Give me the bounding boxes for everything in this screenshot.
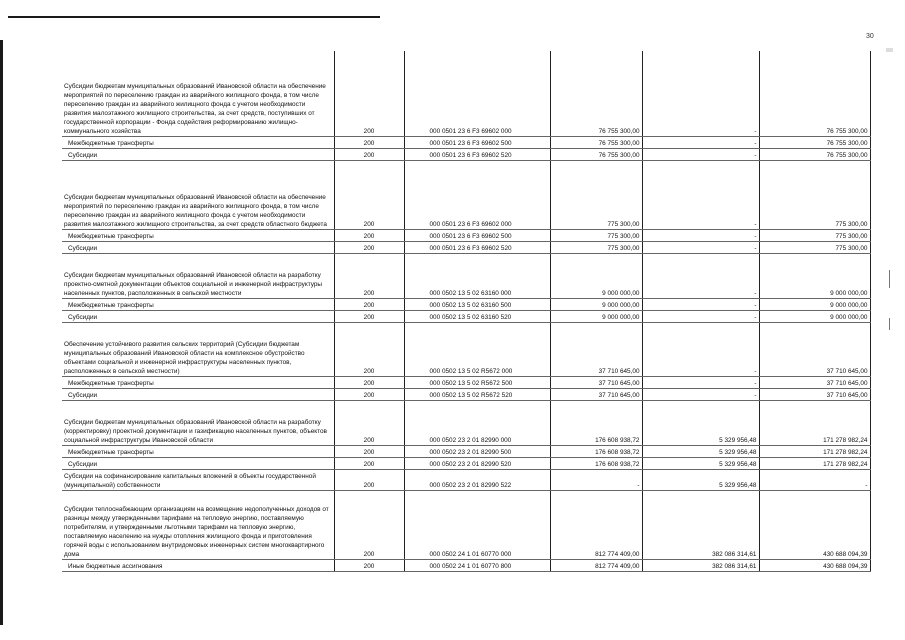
row-approved: 37 710 645,00 <box>550 388 642 400</box>
row-approved: 176 608 938,72 <box>550 445 642 457</box>
row-code: 200 <box>334 559 404 571</box>
row-kbk: 000 0502 23 2 01 82990 520 <box>404 457 550 469</box>
row-kbk: 000 0502 13 5 02 R5672 000 <box>404 322 550 376</box>
row-unexecuted: - <box>759 469 870 490</box>
row-unexecuted: 775 300,00 <box>759 229 870 241</box>
row-unexecuted: 9 000 000,00 <box>759 310 870 322</box>
row-code: 200 <box>334 388 404 400</box>
row-kbk: 000 0501 23 6 F3 69602 500 <box>404 136 550 148</box>
table-row <box>62 388 870 400</box>
row-kbk: 000 0501 23 6 F3 69602 000 <box>404 160 550 229</box>
scan-left-edge <box>0 40 3 625</box>
row-executed: - <box>642 376 759 388</box>
row-name: Межбюджетные трансферты <box>62 376 334 388</box>
table-row <box>62 469 870 490</box>
scan-margin-mark <box>889 318 890 330</box>
row-approved: 176 608 938,72 <box>550 400 642 445</box>
row-executed: - <box>642 229 759 241</box>
row-executed: - <box>642 241 759 253</box>
row-approved: 37 710 645,00 <box>550 376 642 388</box>
row-approved: 76 755 300,00 <box>550 51 642 136</box>
row-executed: 382 086 314,61 <box>642 490 759 559</box>
page-number: 30 <box>866 33 874 40</box>
row-unexecuted: 171 278 982,24 <box>759 457 870 469</box>
row-approved: 775 300,00 <box>550 229 642 241</box>
row-kbk: 000 0501 23 6 F3 69602 000 <box>404 51 550 136</box>
table-row <box>62 136 870 148</box>
row-code: 200 <box>334 469 404 490</box>
row-code: 200 <box>334 241 404 253</box>
row-executed: - <box>642 160 759 229</box>
row-code: 200 <box>334 490 404 559</box>
table-row <box>62 160 870 229</box>
row-approved: 9 000 000,00 <box>550 298 642 310</box>
table-row <box>62 457 870 469</box>
row-code: 200 <box>334 322 404 376</box>
row-code: 200 <box>334 445 404 457</box>
row-executed: - <box>642 388 759 400</box>
row-approved: 812 774 409,00 <box>550 490 642 559</box>
row-code: 200 <box>334 310 404 322</box>
row-unexecuted: 171 278 982,24 <box>759 400 870 445</box>
table-row <box>62 310 870 322</box>
table-row <box>62 298 870 310</box>
row-unexecuted: 76 755 300,00 <box>759 136 870 148</box>
row-kbk: 000 0502 24 1 01 60770 800 <box>404 559 550 571</box>
row-kbk: 000 0502 23 2 01 82990 522 <box>404 469 550 490</box>
row-name: Иные бюджетные ассигнования <box>62 559 334 571</box>
row-executed: - <box>642 310 759 322</box>
row-kbk: 000 0501 23 6 F3 69602 520 <box>404 241 550 253</box>
row-code: 200 <box>334 136 404 148</box>
row-name: Субсидии бюджетам муниципальных образований Ивановской области на разработку проектно-сметной документации объектов социальной и инженерной инфраструктуры населенных пунктов, расположенных в сельской местности <box>62 253 334 298</box>
row-kbk: 000 0502 24 1 01 60770 000 <box>404 490 550 559</box>
row-code: 200 <box>334 229 404 241</box>
row-code: 200 <box>334 253 404 298</box>
row-name: Обеспечение устойчивого развития сельских территорий (Субсидии бюджетам муниципальных образований Ивановской области на комплексное обустройство объектами социальной и инженерной инфраструктуры населенных пунктов, расположенных в сельской местности) <box>62 322 334 376</box>
row-name: Межбюджетные трансферты <box>62 136 334 148</box>
row-executed: 5 329 956,48 <box>642 469 759 490</box>
row-executed: - <box>642 298 759 310</box>
row-unexecuted: 775 300,00 <box>759 160 870 229</box>
row-kbk: 000 0502 23 2 01 82990 000 <box>404 400 550 445</box>
row-approved: 9 000 000,00 <box>550 310 642 322</box>
row-kbk: 000 0502 13 5 02 R5672 500 <box>404 376 550 388</box>
row-unexecuted: 775 300,00 <box>759 241 870 253</box>
row-kbk: 000 0501 23 6 F3 69602 520 <box>404 148 550 160</box>
table-row <box>62 51 870 136</box>
row-name: Субсидии <box>62 241 334 253</box>
row-approved: 76 755 300,00 <box>550 148 642 160</box>
row-kbk: 000 0502 13 5 02 R5672 520 <box>404 388 550 400</box>
row-unexecuted: 37 710 645,00 <box>759 388 870 400</box>
row-approved: 76 755 300,00 <box>550 136 642 148</box>
row-approved: - <box>550 469 642 490</box>
row-unexecuted: 430 688 094,39 <box>759 490 870 559</box>
row-unexecuted: 37 710 645,00 <box>759 322 870 376</box>
expenditure-table <box>62 51 871 572</box>
row-executed: 5 329 956,48 <box>642 457 759 469</box>
row-name: Субсидии бюджетам муниципальных образований Ивановской области на обеспечение мероприятий по переселению граждан из аварийного жилищного фонда, в том числе переселению граждан из аварийного жилищного фонда с учетом необходимости развития малоэтажного жилищного строительства, за счет средств, поступивших от государственной корпорации - Фонда содействия реформированию жилищно-коммунального хозяйства <box>62 51 334 136</box>
row-approved: 9 000 000,00 <box>550 253 642 298</box>
row-unexecuted: 9 000 000,00 <box>759 253 870 298</box>
row-unexecuted: 171 278 982,24 <box>759 445 870 457</box>
table-row <box>62 241 870 253</box>
table-row <box>62 559 870 571</box>
row-approved: 37 710 645,00 <box>550 322 642 376</box>
row-kbk: 000 0502 13 5 02 63160 000 <box>404 253 550 298</box>
row-unexecuted: 76 755 300,00 <box>759 51 870 136</box>
row-code: 200 <box>334 148 404 160</box>
row-name: Субсидии теплоснабжающим организациям на возмещение недополученных доходов от разницы между утвержденными тарифами на тепловую энергию, поставляемую потребителям, и утвержденными льготными тарифами на тепловую энергию, поставляемую населению на нужды отопления жилищного фонда и приготовления горячей воды с использованием внутридомовых инженерных систем многоквартирного дома <box>62 490 334 559</box>
row-unexecuted: 430 688 094,39 <box>759 559 870 571</box>
row-executed: - <box>642 322 759 376</box>
top-rule <box>8 16 380 18</box>
row-approved: 775 300,00 <box>550 160 642 229</box>
row-approved: 775 300,00 <box>550 241 642 253</box>
row-name: Субсидии на софинансирование капитальных вложений в объекты государственной (муниципальной) собственности <box>62 469 334 490</box>
scan-smudge <box>886 48 893 52</box>
row-unexecuted: 76 755 300,00 <box>759 148 870 160</box>
row-unexecuted: 9 000 000,00 <box>759 298 870 310</box>
row-executed: - <box>642 51 759 136</box>
row-name: Субсидии бюджетам муниципальных образований Ивановской области на разработку (корректировку) проектной документации и газификацию населенных пунктов, объектов социальной инфраструктуры Ивановской области <box>62 400 334 445</box>
row-name: Межбюджетные трансферты <box>62 229 334 241</box>
row-name: Субсидии <box>62 310 334 322</box>
table-row <box>62 229 870 241</box>
row-kbk: 000 0502 13 5 02 63160 520 <box>404 310 550 322</box>
row-code: 200 <box>334 160 404 229</box>
table-row <box>62 400 870 445</box>
row-executed: 382 086 314,61 <box>642 559 759 571</box>
row-executed: 5 329 956,48 <box>642 400 759 445</box>
row-executed: - <box>642 253 759 298</box>
row-kbk: 000 0502 23 2 01 82990 500 <box>404 445 550 457</box>
row-name: Субсидии <box>62 388 334 400</box>
table-row <box>62 490 870 559</box>
row-name: Межбюджетные трансферты <box>62 298 334 310</box>
row-name: Субсидии бюджетам муниципальных образований Ивановской области на обеспечение мероприятий по переселению граждан из аварийного жилищного фонда, в том числе переселению граждан из аварийного жилищного фонда с учетом необходимости развития малоэтажного жилищного строительства, за счет средств областного бюджета <box>62 160 334 229</box>
row-code: 200 <box>334 298 404 310</box>
row-approved: 176 608 938,72 <box>550 457 642 469</box>
row-name: Субсидии <box>62 148 334 160</box>
row-name: Межбюджетные трансферты <box>62 445 334 457</box>
row-code: 200 <box>334 400 404 445</box>
table-row <box>62 253 870 298</box>
row-executed: 5 329 956,48 <box>642 445 759 457</box>
row-kbk: 000 0501 23 6 F3 69602 500 <box>404 229 550 241</box>
table-row <box>62 445 870 457</box>
table-row <box>62 376 870 388</box>
table-row <box>62 148 870 160</box>
row-executed: - <box>642 136 759 148</box>
row-code: 200 <box>334 376 404 388</box>
row-code: 200 <box>334 457 404 469</box>
row-kbk: 000 0502 13 5 02 63160 500 <box>404 298 550 310</box>
table-row <box>62 322 870 376</box>
scan-margin-mark <box>889 270 890 288</box>
row-executed: - <box>642 148 759 160</box>
row-approved: 812 774 409,00 <box>550 559 642 571</box>
row-unexecuted: 37 710 645,00 <box>759 376 870 388</box>
row-name: Субсидии <box>62 457 334 469</box>
row-code: 200 <box>334 51 404 136</box>
